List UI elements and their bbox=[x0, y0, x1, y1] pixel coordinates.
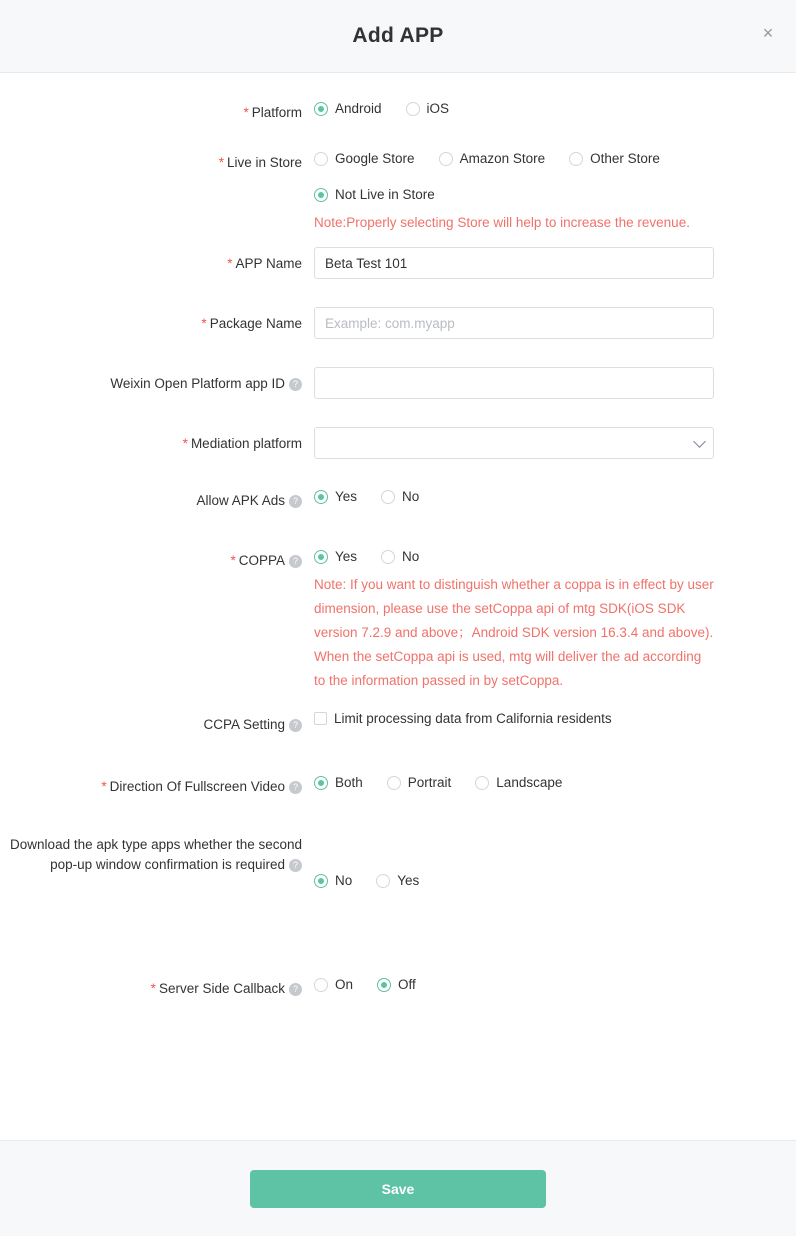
help-icon[interactable]: ? bbox=[289, 859, 302, 872]
label-fullscreen-direction-text: Direction Of Fullscreen Video bbox=[109, 779, 285, 794]
radio-callback-off[interactable] bbox=[377, 975, 416, 995]
radio-label: On bbox=[335, 977, 354, 992]
radio-dot-icon bbox=[314, 102, 328, 116]
radio-label: Portrait bbox=[407, 775, 452, 790]
note-live-in-store: Note:Properly selecting Store will help to increase the revenue. bbox=[314, 215, 690, 230]
field-package-name bbox=[314, 307, 736, 339]
radio-dot-icon bbox=[475, 776, 489, 790]
radio-dot-icon bbox=[377, 978, 391, 992]
radio-dot-icon bbox=[314, 874, 328, 888]
help-icon[interactable]: ? bbox=[289, 781, 302, 794]
radio-platform-android[interactable] bbox=[314, 99, 382, 119]
help-icon[interactable]: ? bbox=[289, 378, 302, 391]
radio-dot-icon bbox=[314, 188, 328, 202]
radio-label: Yes bbox=[335, 489, 358, 504]
label-platform-text: Platform bbox=[251, 105, 302, 120]
radio-dot-icon bbox=[387, 776, 401, 790]
dialog-footer bbox=[0, 1140, 796, 1236]
radio-label: Other Store bbox=[590, 151, 660, 166]
field-server-side-callback bbox=[314, 975, 736, 995]
radio-dot-icon bbox=[439, 152, 453, 166]
form-row-mediation-platform bbox=[0, 427, 796, 459]
radio-label: Amazon Store bbox=[459, 151, 546, 166]
radio-dot-icon bbox=[314, 490, 328, 504]
radio-label: No bbox=[402, 549, 420, 564]
radio-store-google[interactable] bbox=[314, 149, 415, 169]
radio-label: Android bbox=[335, 101, 382, 116]
field-apk-second-popup bbox=[314, 831, 736, 891]
dialog-body bbox=[0, 73, 796, 1140]
radio-dot-icon bbox=[314, 978, 328, 992]
radio-group-coppa bbox=[314, 547, 736, 567]
label-server-side-callback bbox=[0, 975, 314, 999]
label-mediation-platform-text: Mediation platform bbox=[190, 436, 302, 451]
radio-store-other[interactable] bbox=[569, 149, 660, 169]
required-asterisk: * bbox=[243, 105, 249, 120]
form-row-fullscreen-direction bbox=[0, 773, 796, 797]
radio-group-live-in-store-row2 bbox=[314, 185, 736, 205]
radio-group-live-in-store-row1 bbox=[314, 149, 736, 169]
app-name-input[interactable] bbox=[314, 247, 714, 279]
label-weixin-app-id-text: Weixin Open Platform app ID bbox=[110, 376, 285, 391]
label-live-in-store bbox=[0, 149, 314, 173]
weixin-app-id-input[interactable] bbox=[314, 367, 714, 399]
package-name-input[interactable] bbox=[314, 307, 714, 339]
radio-store-amazon[interactable] bbox=[439, 149, 546, 169]
radio-dot-icon bbox=[314, 152, 328, 166]
form-row-live-in-store bbox=[0, 149, 796, 235]
radio-callback-on[interactable] bbox=[314, 975, 353, 995]
required-asterisk: * bbox=[101, 779, 107, 794]
note-coppa: Note: If you want to distinguish whether a coppa is in effect by user dimension, please use the setCoppa api of mtg SDK(iOS SDK version 7.2.9 and above；Android SDK version 16.3.4 and above). When the setCoppa api is used, mtg will deliver the ad according to the information passed in by setCoppa. bbox=[314, 577, 714, 688]
label-live-in-store-text: Live in Store bbox=[226, 155, 302, 170]
field-app-name bbox=[314, 247, 736, 279]
radio-label: No bbox=[402, 489, 420, 504]
radio-group-platform bbox=[314, 99, 736, 119]
help-icon[interactable]: ? bbox=[289, 719, 302, 732]
label-ccpa-setting bbox=[0, 711, 314, 735]
help-icon[interactable]: ? bbox=[289, 555, 302, 568]
form-row-coppa bbox=[0, 547, 796, 693]
dialog-title: Add APP bbox=[352, 24, 444, 47]
radio-label: Google Store bbox=[335, 151, 415, 166]
radio-dot-icon bbox=[314, 550, 328, 564]
radio-coppa-no[interactable] bbox=[381, 547, 419, 567]
radio-label: Yes bbox=[335, 549, 358, 564]
radio-group-fullscreen-direction bbox=[314, 773, 736, 793]
form-row-platform bbox=[0, 99, 796, 123]
radio-label: Yes bbox=[397, 873, 420, 888]
label-weixin-app-id bbox=[0, 367, 314, 394]
radio-allow-apk-ads-no[interactable] bbox=[381, 487, 419, 507]
label-platform bbox=[0, 99, 314, 123]
field-ccpa-setting bbox=[314, 711, 736, 731]
radio-label: Off bbox=[398, 977, 416, 992]
radio-label: Both bbox=[335, 775, 363, 790]
mediation-platform-select-value[interactable] bbox=[314, 427, 714, 459]
radio-dot-icon bbox=[381, 550, 395, 564]
checkbox-label: Limit processing data from California residents bbox=[334, 711, 612, 726]
required-asterisk: * bbox=[201, 316, 207, 331]
form-row-weixin-app-id bbox=[0, 367, 796, 399]
label-apk-second-popup-text: Download the apk type apps whether the second pop-up window confirmation is required bbox=[10, 837, 302, 872]
label-package-name-text: Package Name bbox=[209, 316, 302, 331]
mediation-platform-select[interactable] bbox=[314, 427, 714, 459]
label-app-name-text: APP Name bbox=[235, 256, 302, 271]
help-icon[interactable]: ? bbox=[289, 983, 302, 996]
required-asterisk: * bbox=[182, 436, 188, 451]
radio-allow-apk-ads-yes[interactable] bbox=[314, 487, 357, 507]
form-row-server-side-callback bbox=[0, 975, 796, 999]
radio-apk-popup-no[interactable] bbox=[314, 871, 352, 891]
save-button[interactable]: Save bbox=[250, 1170, 546, 1208]
radio-label: iOS bbox=[426, 101, 450, 116]
field-allow-apk-ads bbox=[314, 487, 736, 507]
label-fullscreen-direction bbox=[0, 773, 314, 797]
form-row-package-name bbox=[0, 307, 796, 339]
form-row-ccpa-setting bbox=[0, 711, 796, 735]
field-mediation-platform bbox=[314, 427, 736, 459]
form-row-apk-second-popup bbox=[0, 831, 796, 891]
radio-dot-icon bbox=[569, 152, 583, 166]
radio-store-not-live[interactable] bbox=[314, 185, 435, 205]
field-platform bbox=[314, 99, 736, 119]
radio-direction-portrait[interactable] bbox=[387, 773, 452, 793]
label-coppa bbox=[0, 547, 314, 571]
label-mediation-platform bbox=[0, 427, 314, 454]
radio-dot-icon bbox=[381, 490, 395, 504]
label-apk-second-popup bbox=[0, 831, 314, 875]
radio-platform-ios[interactable] bbox=[406, 99, 450, 119]
dialog-header bbox=[0, 0, 796, 73]
label-app-name bbox=[0, 247, 314, 274]
checkbox-icon bbox=[314, 712, 327, 725]
required-asterisk: * bbox=[227, 256, 233, 271]
help-icon[interactable]: ? bbox=[289, 495, 302, 508]
field-coppa bbox=[314, 547, 736, 693]
radio-dot-icon bbox=[314, 776, 328, 790]
radio-direction-both[interactable] bbox=[314, 773, 363, 793]
required-asterisk: * bbox=[218, 155, 224, 170]
label-coppa-text: COPPA bbox=[238, 553, 285, 568]
field-weixin-app-id bbox=[314, 367, 736, 399]
field-fullscreen-direction bbox=[314, 773, 736, 793]
label-ccpa-setting-text: CCPA Setting bbox=[203, 717, 285, 732]
close-icon[interactable]: × bbox=[762, 23, 774, 43]
radio-coppa-yes[interactable] bbox=[314, 547, 357, 567]
form-row-app-name bbox=[0, 247, 796, 279]
checkbox-ccpa-limit-processing[interactable] bbox=[314, 711, 736, 726]
label-allow-apk-ads bbox=[0, 487, 314, 511]
radio-group-apk-second-popup bbox=[314, 871, 736, 891]
radio-label: Not Live in Store bbox=[335, 187, 435, 202]
field-live-in-store bbox=[314, 149, 736, 235]
radio-dot-icon bbox=[406, 102, 420, 116]
label-server-side-callback-text: Server Side Callback bbox=[158, 981, 285, 996]
form-row-allow-apk-ads bbox=[0, 487, 796, 511]
radio-label: Landscape bbox=[496, 775, 563, 790]
radio-apk-popup-yes[interactable] bbox=[376, 871, 419, 891]
label-package-name bbox=[0, 307, 314, 334]
required-asterisk: * bbox=[230, 553, 236, 568]
required-asterisk: * bbox=[150, 981, 156, 996]
label-allow-apk-ads-text: Allow APK Ads bbox=[196, 493, 285, 508]
radio-dot-icon bbox=[376, 874, 390, 888]
radio-direction-landscape[interactable] bbox=[475, 773, 562, 793]
radio-group-allow-apk-ads bbox=[314, 487, 736, 507]
radio-label: No bbox=[335, 873, 353, 888]
radio-group-server-side-callback bbox=[314, 975, 736, 995]
